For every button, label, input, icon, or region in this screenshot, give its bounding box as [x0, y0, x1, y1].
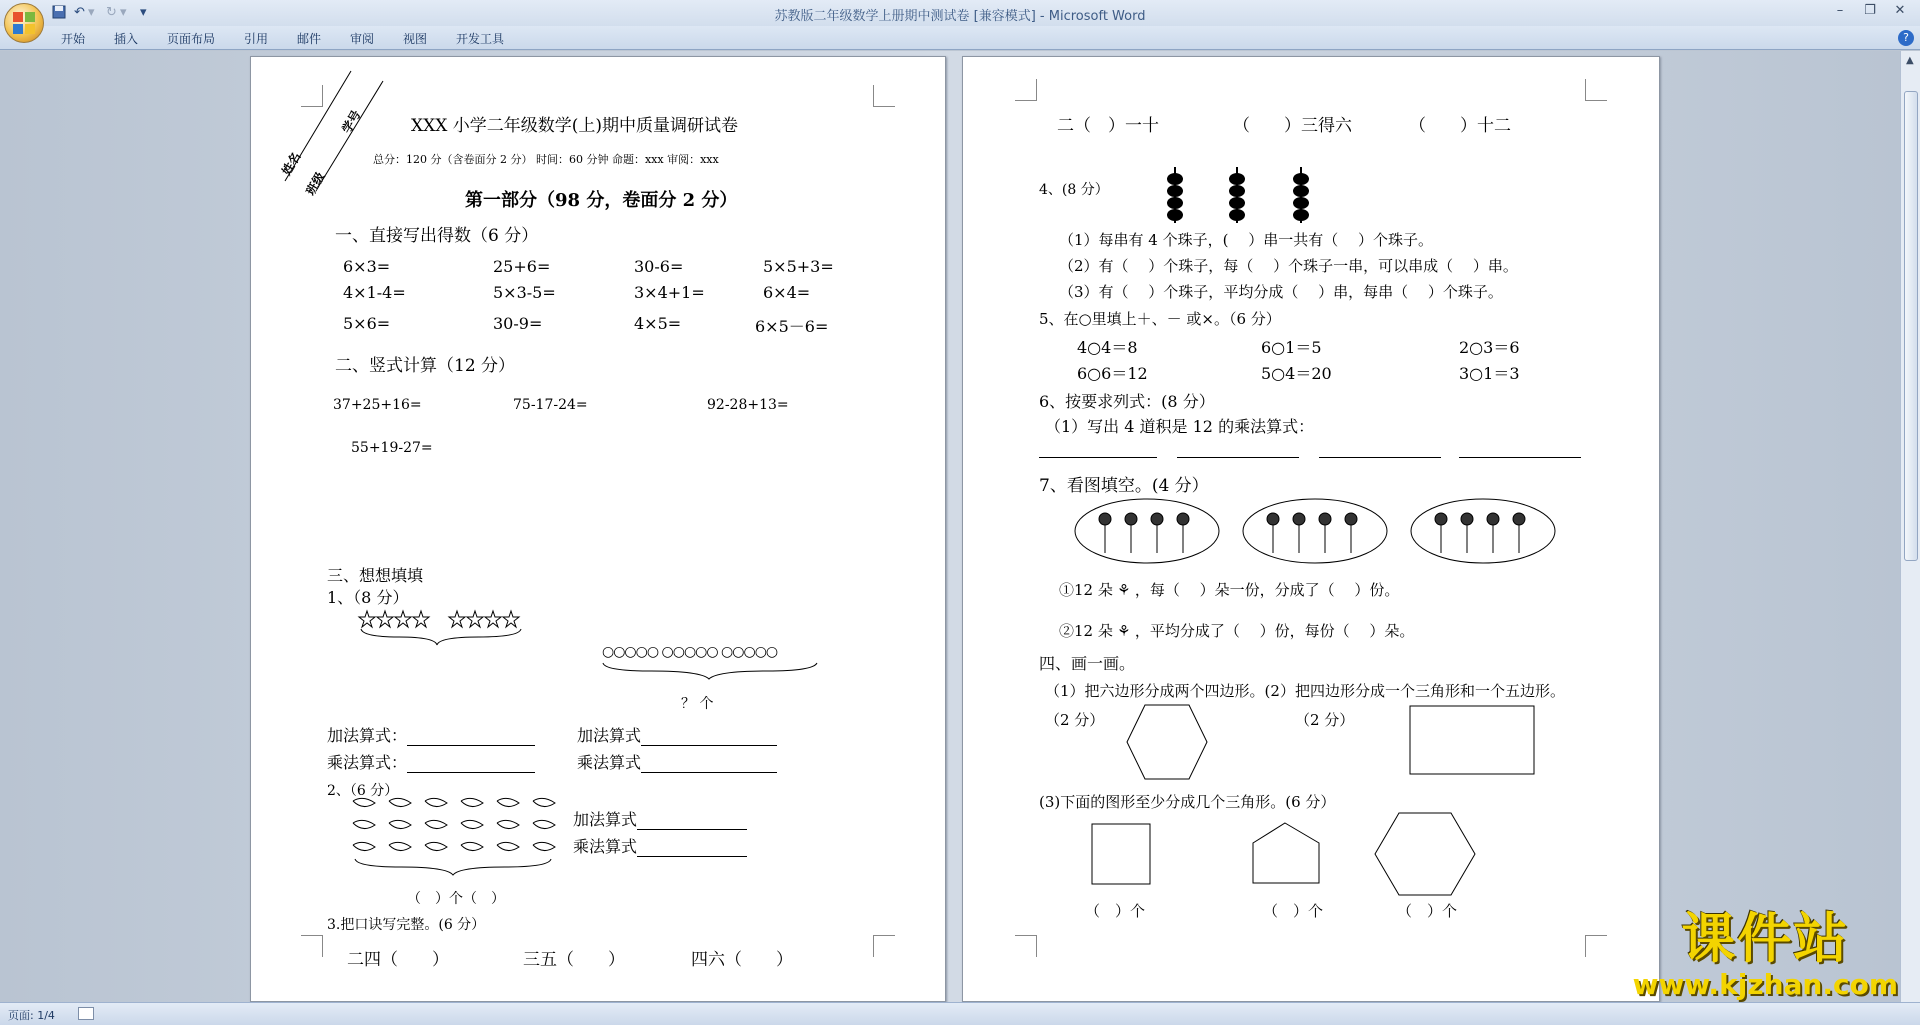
q5-item: 6○6＝12	[1077, 364, 1148, 383]
tab-insert[interactable]: 插入	[114, 32, 139, 46]
q5-item: 6○1＝5	[1261, 338, 1322, 357]
status-bar	[0, 1002, 1920, 1025]
vertical-calc-item: 55+19-27=	[351, 440, 433, 456]
q3-item: 三五（ ）	[523, 950, 625, 970]
undo-dropdown-icon[interactable]: ▾	[88, 5, 95, 20]
document-page-1	[250, 56, 946, 1002]
q5-item: 4○4＝8	[1077, 338, 1138, 357]
q1-heading: 1、（8 分）	[327, 588, 409, 607]
flower-icon: ⚘	[1117, 581, 1131, 599]
circles-figure: ○○○○○ ○○○○○ ○○○○○	[602, 644, 778, 660]
tab-developer[interactable]: 开发工具	[456, 32, 505, 46]
q5-heading: 5、在○里填上＋、－ 或×。（6 分）	[1039, 310, 1281, 328]
mult-item: （ ）三得六	[1233, 116, 1352, 136]
exam-title: XXX 小学二年级数学(上)期中质量调研试卷	[411, 116, 738, 136]
tab-references[interactable]: 引用	[244, 32, 269, 46]
vertical-scrollbar[interactable]	[1900, 51, 1920, 1002]
calc-item: 4×5=	[634, 314, 682, 333]
restore-button[interactable]: ❐	[1864, 3, 1876, 18]
q1-unknown-label: ？ 个	[681, 696, 714, 712]
s4-line-1: （1）把六边形分成两个四边形。(2）把四边形分成一个三角形和一个五边形。	[1045, 682, 1565, 700]
q4-line: （2）有（ ）个珠子，每（ ）个珠子一串，可以串成（ ）串。	[1059, 257, 1518, 275]
calc-item: 3×4+1=	[634, 283, 705, 302]
calc-item: 5×6=	[343, 314, 391, 333]
pentagon-shape	[1251, 821, 1325, 887]
scroll-thumb[interactable]	[1904, 91, 1918, 561]
q4-heading: 4、(8 分）	[1039, 182, 1109, 198]
s4-points-1: （2 分）	[1045, 711, 1105, 729]
part-one-heading: 第一部分（98 分，卷面分 2 分）	[465, 190, 738, 211]
stars-figure	[359, 609, 529, 659]
section-3-heading: 三、想想填填	[327, 566, 424, 585]
calc-item: 5×3-5=	[493, 283, 556, 302]
q2-mul-label: 乘法算式	[573, 834, 747, 857]
tab-mailings[interactable]: 邮件	[297, 32, 322, 46]
q5-item: 3○1＝3	[1459, 364, 1520, 383]
q3-item: 四六（ ）	[691, 950, 793, 970]
side-class-label: 班级	[303, 169, 328, 198]
beads-figure	[1167, 167, 1327, 227]
page-indicator[interactable]: 页面: 1/4	[8, 1009, 55, 1022]
section-4-heading: 四、画一画。	[1039, 654, 1136, 673]
help-icon[interactable]: ?	[1898, 30, 1914, 46]
calc-item: 6×5－6=	[755, 317, 829, 336]
q1-mul-label-2: 乘法算式	[577, 750, 777, 773]
vertical-calc-item: 37+25+16=	[333, 397, 422, 413]
calc-item: 6×4=	[763, 283, 811, 302]
customize-qat-icon[interactable]: ▾	[140, 5, 147, 20]
office-button[interactable]	[4, 3, 44, 43]
close-button[interactable]: ✕	[1894, 3, 1906, 18]
mult-item: 二（ ）一十	[1057, 116, 1159, 136]
crop-mark	[1585, 935, 1607, 957]
q1-mul-label: 乘法算式：	[327, 750, 535, 773]
q1-add-label: 加法算式：	[327, 723, 535, 746]
q5-item: 2○3＝6	[1459, 338, 1520, 357]
calc-item: 30-6=	[634, 257, 684, 276]
calc-item: 4×1-4=	[343, 283, 406, 302]
proofing-icon[interactable]	[78, 1007, 94, 1020]
answer-line	[1177, 457, 1299, 458]
binding-lines	[273, 71, 393, 211]
answer-line	[1319, 457, 1441, 458]
q4-line: （3）有（ ）个珠子，平均分成（ ）串，每串（ ）个珠子。	[1059, 283, 1503, 301]
vertical-calc-item: 75-17-24=	[513, 397, 588, 413]
crop-mark	[1585, 79, 1607, 101]
tab-view[interactable]: 视图	[403, 32, 428, 46]
q6-heading: 6、按要求列式：(8 分）	[1039, 392, 1215, 411]
q5-item: 5○4＝20	[1261, 364, 1332, 383]
circles-brace	[601, 661, 821, 681]
ribbon-tabs	[0, 26, 1920, 50]
redo-dropdown-icon[interactable]: ▾	[120, 5, 127, 20]
q2-add-label: 加法算式	[573, 807, 747, 830]
s4-points-2: （2 分）	[1295, 711, 1355, 729]
q2-count-label: （ ）个（ ）	[407, 891, 505, 907]
q1-add-label-2: 加法算式	[577, 723, 777, 746]
crop-mark	[301, 935, 323, 957]
q7-line-2: ②12 朵 ⚘ ，平均分成了（ ）份，每份（ ）朵。	[1059, 622, 1415, 640]
tab-home[interactable]: 开始	[61, 32, 86, 46]
document-page-2	[962, 56, 1660, 1002]
q6-sub: （1）写出 4 道积是 12 的乘法算式：	[1045, 417, 1315, 436]
crop-mark	[1015, 79, 1037, 101]
q3-item: 二四（ ）	[347, 950, 449, 970]
scroll-up-icon[interactable]: ▲	[1906, 55, 1914, 66]
rectangle-shape	[1409, 705, 1539, 777]
s4-line-3: (3)下面的图形至少分成几个三角形。(6 分）	[1039, 793, 1336, 811]
triangle-count-answer: （ ）个	[1397, 902, 1458, 920]
title-bar	[0, 0, 1920, 26]
vertical-calc-item: 92-28+13=	[707, 397, 789, 413]
tab-page-layout[interactable]: 页面布局	[167, 32, 216, 46]
watermark-logo: 课件站 www.kjzhan.com	[1632, 907, 1898, 1001]
q2-heading: 2、（6 分）	[327, 783, 399, 799]
q4-line: （1）每串有 4 个珠子，( ）串一共有（ ）个珠子。	[1059, 231, 1434, 249]
redo-icon[interactable]: ↻	[106, 5, 117, 20]
square-shape	[1091, 823, 1155, 889]
crop-mark	[1015, 935, 1037, 957]
minimize-button[interactable]: –	[1836, 3, 1844, 18]
crop-mark	[873, 935, 895, 957]
side-id-label: 学号	[339, 107, 364, 136]
undo-icon[interactable]: ↶	[74, 5, 85, 20]
hexagon-shape-2	[1373, 811, 1483, 901]
triangle-count-answer: （ ）个	[1263, 902, 1324, 920]
triangle-count-answer: （ ）个	[1085, 902, 1146, 920]
q7-heading: 7、看图填空。(4 分）	[1039, 476, 1209, 496]
answer-line	[1459, 457, 1581, 458]
calc-item: 6×3=	[343, 257, 391, 276]
crop-mark	[873, 85, 895, 107]
window-title: 苏教版二年级数学上册期中测试卷 [兼容模式] - Microsoft Word	[774, 9, 1146, 24]
hexagon-shape	[1123, 703, 1213, 783]
mult-item: （ ）十二	[1409, 116, 1511, 136]
hearts-figure	[351, 797, 561, 897]
section-1-heading: 一、直接写出得数（6 分）	[335, 226, 539, 246]
exam-info: 总分：120 分（含卷面分 2 分） 时间：60 分钟 命题：xxx 审阅：xxx	[373, 153, 719, 166]
side-name-label: 姓名	[279, 149, 304, 178]
answer-line	[1039, 457, 1157, 458]
tab-review[interactable]: 审阅	[350, 32, 375, 46]
q3-heading: 3.把口诀写完整。(6 分）	[327, 917, 486, 933]
section-2-heading: 二、竖式计算（12 分）	[335, 356, 516, 376]
calc-item: 5×5+3=	[763, 257, 834, 276]
flower-icon: ⚘	[1117, 622, 1131, 640]
q7-line-1: ①12 朵 ⚘ ，每（ ）朵一份，分成了（ ）份。	[1059, 581, 1400, 599]
calc-item: 25+6=	[493, 257, 551, 276]
flowers-figure	[1075, 497, 1575, 567]
calc-item: 30-9=	[493, 314, 543, 333]
